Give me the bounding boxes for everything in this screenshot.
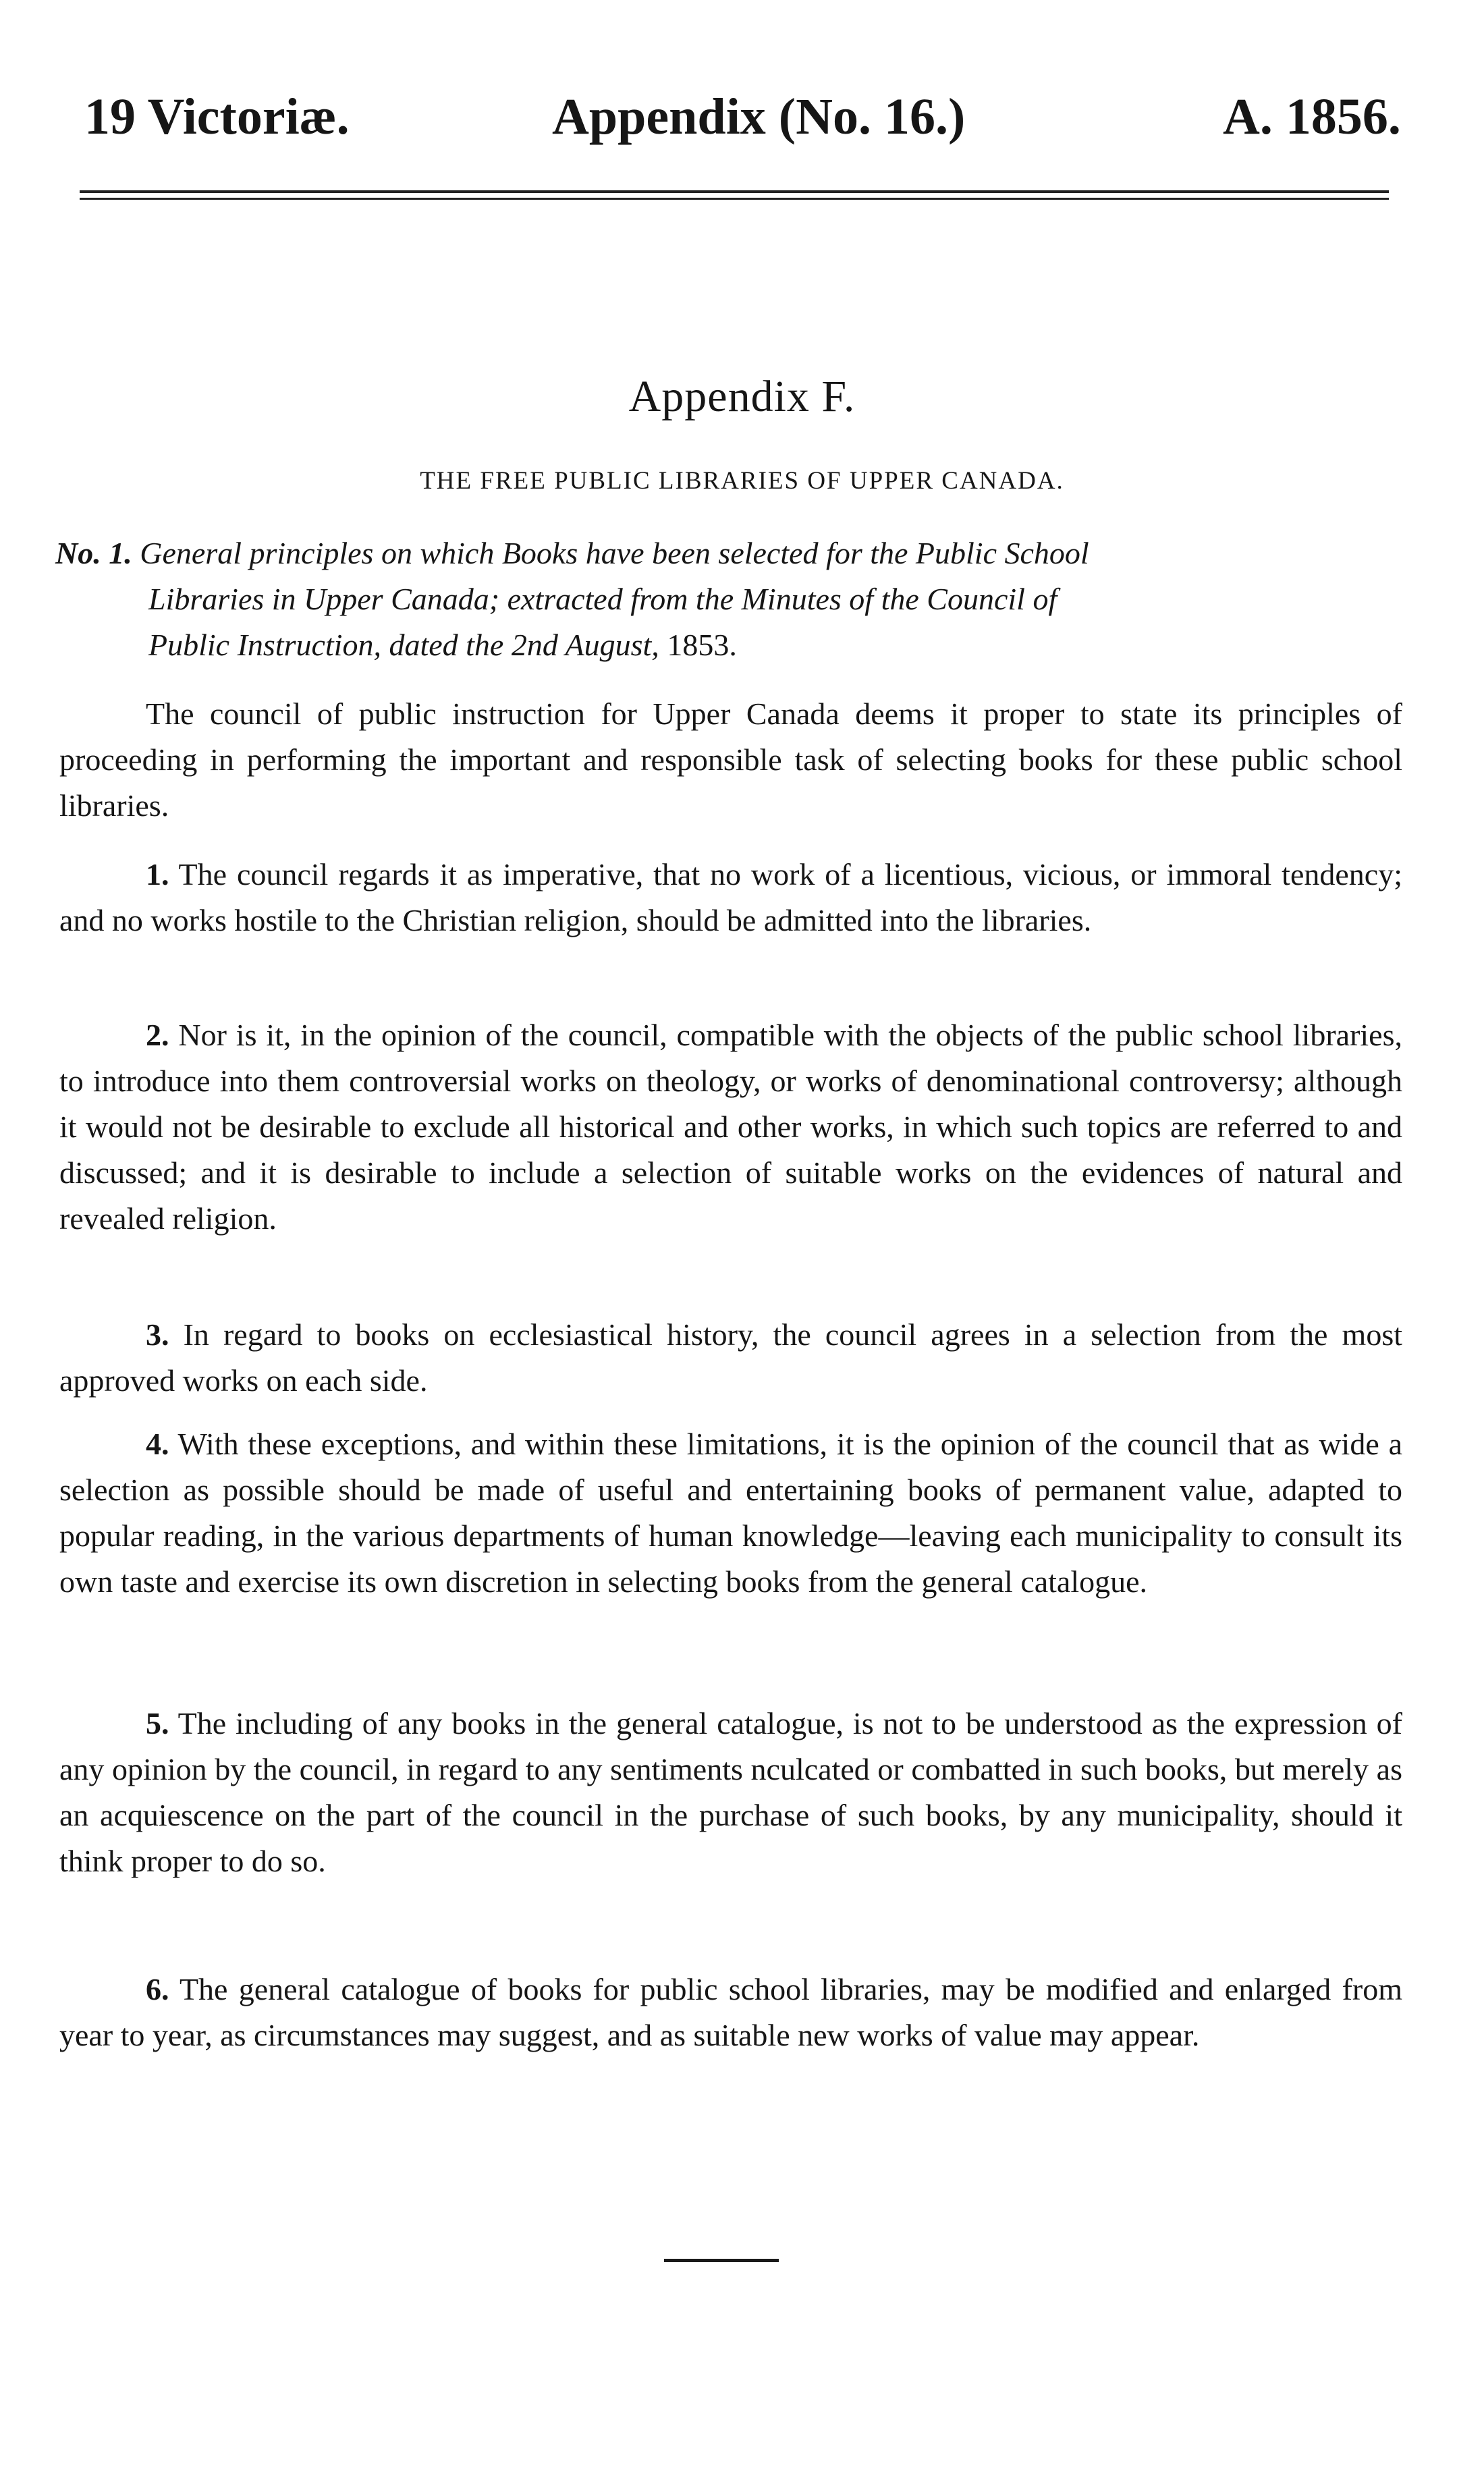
closing-rule	[664, 2259, 779, 2262]
paragraph-4	[59, 1421, 1402, 1605]
header-double-rule	[80, 190, 1389, 200]
section-number: No. 1.	[55, 536, 132, 570]
paragraph-2	[59, 1012, 1402, 1242]
paragraph-number: 3.	[146, 1317, 169, 1352]
paragraph-1	[59, 852, 1402, 943]
running-head-appendix: Appendix (No. 16.)	[552, 88, 966, 145]
paragraph-6	[59, 1967, 1402, 2058]
paragraph-text: Nor is it, in the opinion of the council, compatible with the objects of the public school libraries, to introduce into them controversial works on theology, or works of denominational controversy; although it would not be desirable to exclude all historical and other works, in which such topics are referred to and discussed; and it is desirable to include a selection of suitable works on the evidences of natural and revealed religion.	[59, 1018, 1403, 1236]
section-heading	[55, 530, 1402, 668]
section-heading-text-3: Public Instruction, dated the 2nd August,	[148, 628, 659, 662]
paragraph-text: The council regards it as imperative, that no work of a licentious, vicious, or immoral tendency; and no works hostile to the Christian religion, should be admitted into the libraries.	[59, 857, 1402, 937]
section-heading-text-1: General principles on which Books have been selected for the Public School	[140, 536, 1089, 570]
paragraph-number: 4.	[146, 1427, 169, 1461]
appendix-title: Appendix F.	[628, 372, 856, 421]
paragraph-5	[59, 1701, 1402, 1884]
paragraph-text: With these exceptions, and within these limitations, it is the opinion of the council that as wide a selection as possible should be made of useful and entertaining books of permanent value, adapted to popular reading, in the various departments of human knowledge—leaving each municipality to consult its own taste and exercise its own discretion in selecting books from the general catalogue.	[59, 1427, 1402, 1599]
running-head	[0, 86, 1484, 147]
appendix-subtitle: THE FREE PUBLIC LIBRARIES OF UPPER CANADA.	[420, 467, 1064, 495]
paragraph-number: 6.	[146, 1972, 169, 2006]
running-head-session: 19 Victoriæ.	[84, 88, 350, 145]
paragraph-text: The general catalogue of books for public school libraries, may be modified and enlarged from year to year, as circumstances may suggest, and as suitable new works of value may appear.	[59, 1972, 1402, 2052]
section-heading-line-3	[55, 622, 1402, 668]
paragraph-number: 1.	[146, 857, 169, 892]
paragraph-text: The council of public instruction for Upper Canada deems it proper to state its principles of proceeding in performing the important and responsible task of selecting books for these public school libraries.	[59, 696, 1402, 823]
section-heading-line-2: Libraries in Upper Canada; extracted from the Minutes of the Council of	[148, 582, 1057, 616]
paragraph-text: The including of any books in the general catalogue, is not to be understood as the expression of any opinion by the council, in regard to any sentiments nculcated or combatted in such books, but merely as an acquiescence on the part of the council in the purchase of such books, by any municipality, should it think proper to do so.	[59, 1706, 1402, 1878]
paragraph-number: 5.	[146, 1706, 169, 1740]
section-heading-year: 1853.	[667, 628, 737, 662]
paragraph-text: In regard to books on ecclesiastical history, the council agrees in a selection from the most approved works on each side.	[59, 1317, 1403, 1398]
paragraph-3	[59, 1312, 1402, 1404]
paragraph-number: 2.	[146, 1018, 169, 1052]
running-head-year: A. 1856.	[1223, 88, 1401, 145]
section-heading-line-1	[55, 530, 1402, 576]
paragraph-preamble	[59, 691, 1402, 829]
